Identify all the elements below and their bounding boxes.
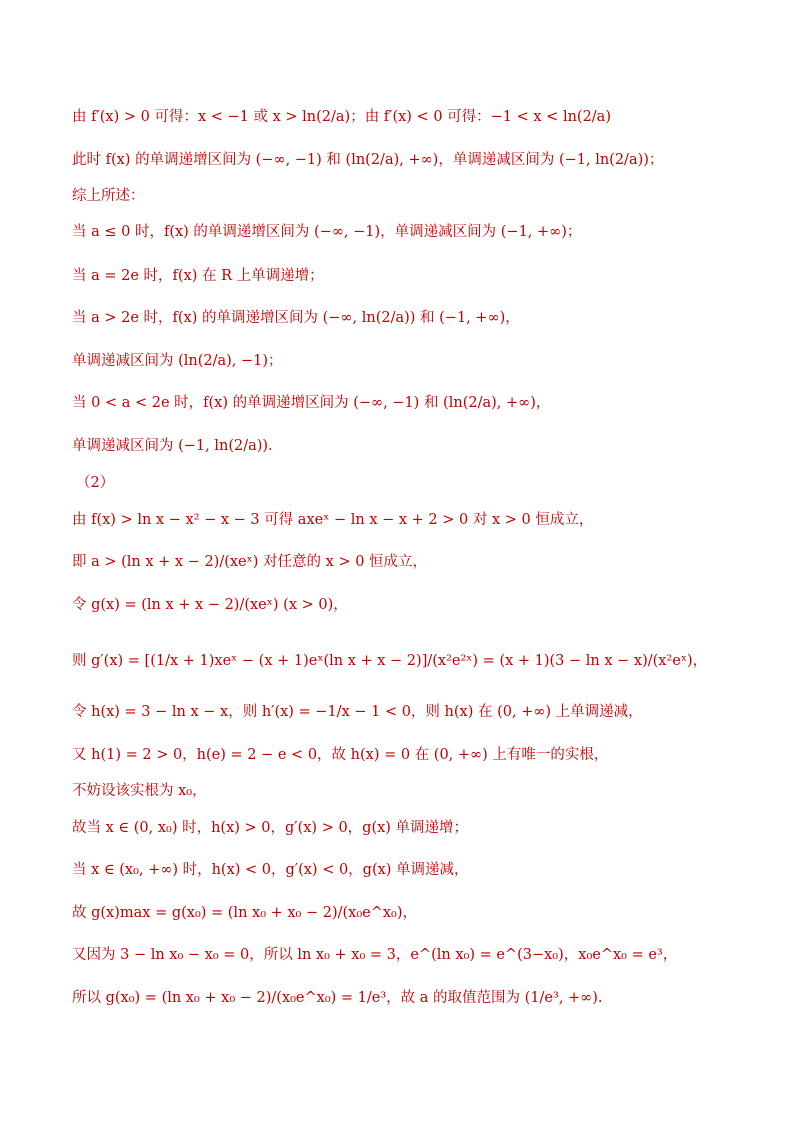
text-line-14: 令 h(x) = 3 − ln x − x，则 h′(x) = −1/x − 1 < 0，则 h(x) 在 (0, +∞) 上单调递减， bbox=[72, 704, 643, 720]
text-line-1: 由 f′(x) > 0 可得：x < −1 或 x > ln(2/a)；由 f′(x) < 0 可得：−1 < x < ln(2/a) bbox=[72, 109, 611, 125]
text-line-5: 当 a = 2e 时，f(x) 在 R 上单调递增； bbox=[72, 268, 324, 284]
text-line-10: 由 f(x) > ln x − x² − x − 3 可得 axeˣ − ln x − x + 2 > 0 对 x > 0 恒成立， bbox=[72, 512, 594, 528]
text-line-20: 又因为 3 − ln x₀ − x₀ = 0，所以 ln x₀ + x₀ = 3，e^(ln x₀) = e^(3−x₀)，x₀e^x₀ = e³， bbox=[72, 947, 678, 963]
text-line-13: 则 g′(x) = [(1/x + 1)xeˣ − (x + 1)eˣ(ln x + x − 2)]/(x²e²ˣ) = (x + 1)(3 − ln x − x)/(x²eˣ)， bbox=[72, 653, 708, 669]
text-line-19: 故 g(x)max = g(x₀) = (ln x₀ + x₀ − 2)/(x₀e^x₀)， bbox=[72, 905, 418, 921]
text-line-18: 当 x ∈ (x₀, +∞) 时，h(x) < 0，g′(x) < 0，g(x) 单调递减， bbox=[72, 862, 469, 878]
text-line-3: 综上所述： bbox=[72, 188, 145, 204]
text-line-16: 不妨设该实根为 x₀， bbox=[72, 783, 207, 799]
text-line-15: 又 h(1) = 2 > 0，h(e) = 2 − e < 0，故 h(x) = 0 在 (0, +∞) 上有唯一的实根， bbox=[72, 747, 609, 763]
text-line-11: 即 a > (ln x + x − 2)/(xeˣ) 对任意的 x > 0 恒成立， bbox=[72, 554, 428, 570]
text-line-8: 当 0 < a < 2e 时，f(x) 的单调递增区间为 (−∞, −1) 和 (ln(2/a), +∞)， bbox=[72, 395, 551, 411]
text-line-21: 所以 g(x₀) = (ln x₀ + x₀ − 2)/(x₀e^x₀) = 1/e³，故 a 的取值范围为 (1/e³, +∞). bbox=[72, 990, 603, 1006]
text-line-4: 当 a ≤ 0 时，f(x) 的单调递增区间为 (−∞, −1)，单调递减区间为 (−1, +∞)； bbox=[72, 224, 582, 240]
text-line-17: 故当 x ∈ (0, x₀) 时，h(x) > 0，g′(x) > 0，g(x) 单调递增； bbox=[72, 820, 469, 836]
text-line-6: 当 a > 2e 时，f(x) 的单调递增区间为 (−∞, ln(2/a)) 和 (−1, +∞)， bbox=[72, 310, 520, 326]
text-line-12: 令 g(x) = (ln x + x − 2)/(xeˣ) (x > 0)， bbox=[72, 597, 348, 613]
text-line-7: 单调递减区间为 (ln(2/a), −1)； bbox=[72, 353, 283, 369]
text-line-2: 此时 f(x) 的单调递增区间为 (−∞, −1) 和 (ln(2/a), +∞)，单调递减区间为 (−1, ln(2/a))； bbox=[72, 152, 664, 168]
text-line-9: 单调递减区间为 (−1, ln(2/a)). bbox=[72, 438, 273, 454]
section-number: （2） bbox=[76, 475, 115, 491]
